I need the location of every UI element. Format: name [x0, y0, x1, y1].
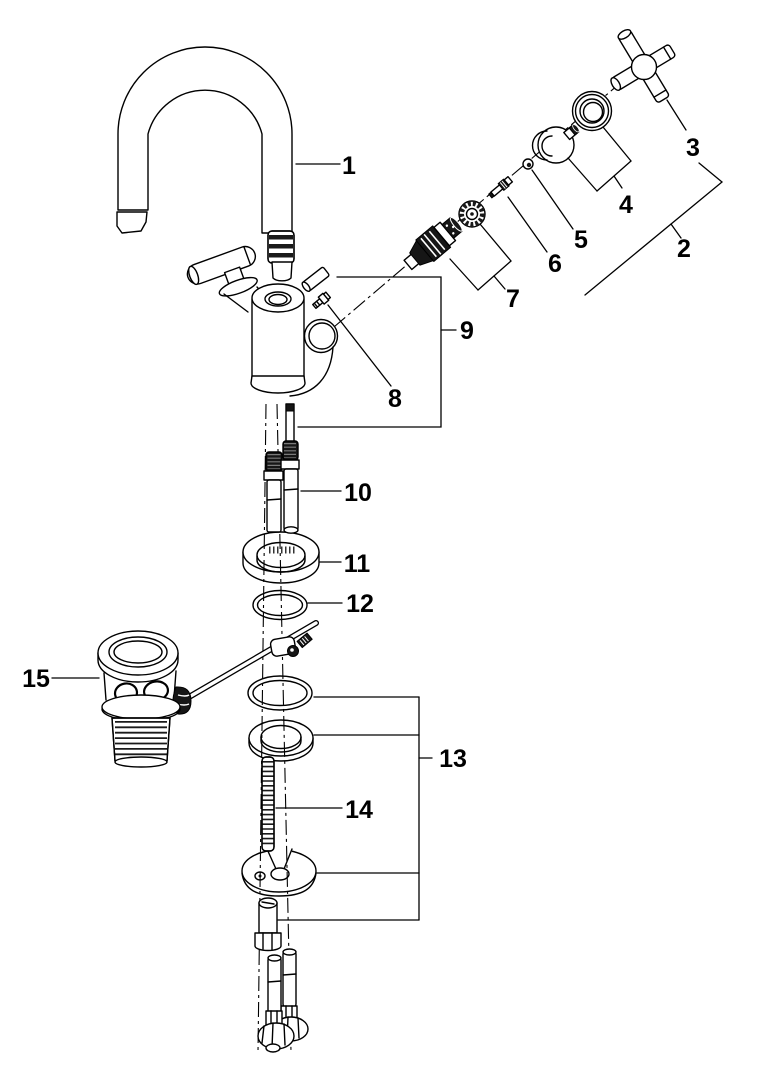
o-ring-13: [248, 676, 312, 710]
spout-connector: [268, 231, 294, 281]
callout-13: 13: [439, 745, 467, 773]
leader-6: [508, 197, 547, 252]
leader-5: [532, 170, 573, 229]
callout-8: 8: [388, 385, 402, 413]
cross-handle: [609, 28, 676, 103]
callout-10: 10: [344, 479, 372, 507]
callout-5: 5: [574, 226, 588, 254]
pin-screw: [487, 176, 513, 199]
rod-clamp: [270, 633, 312, 657]
callout-1: 1: [342, 152, 356, 180]
bracket-4: [568, 127, 631, 191]
escutcheon-ring: [243, 532, 319, 583]
handle-cap-dome: [533, 124, 581, 163]
callout-3: 3: [686, 134, 700, 162]
spout: [117, 47, 292, 233]
mounting-horseshoe: [242, 848, 316, 896]
callout-6: 6: [548, 250, 562, 278]
trim-ring: [573, 92, 612, 131]
callout-4: 4: [619, 191, 633, 219]
callout-15: 15: [22, 665, 50, 693]
supply-hoses-upper: [264, 441, 299, 533]
callout-7: 7: [506, 285, 520, 313]
spline-adapter-gear: [459, 201, 485, 227]
faucet-body: [185, 244, 338, 442]
callout-12: 12: [346, 590, 374, 618]
leader-8: [328, 305, 391, 386]
threaded-stud: [262, 757, 274, 851]
o-ring-12: [253, 591, 307, 620]
callout-14: 14: [345, 796, 373, 824]
bracket-2: [585, 182, 722, 295]
dowel-pin: [301, 267, 330, 293]
sleeve-nut: [255, 898, 281, 951]
body-shank-tube: [286, 404, 294, 442]
connection-hoses-lower: [258, 949, 308, 1052]
callout-9: 9: [460, 317, 474, 345]
ball-nut: [523, 159, 533, 169]
leader-lines: [52, 100, 722, 920]
callout-2: 2: [677, 235, 691, 263]
set-screw: [311, 291, 331, 309]
base-washer: [249, 720, 313, 761]
spout-aerator-tip: [117, 212, 147, 233]
callout-11: 11: [343, 550, 371, 578]
